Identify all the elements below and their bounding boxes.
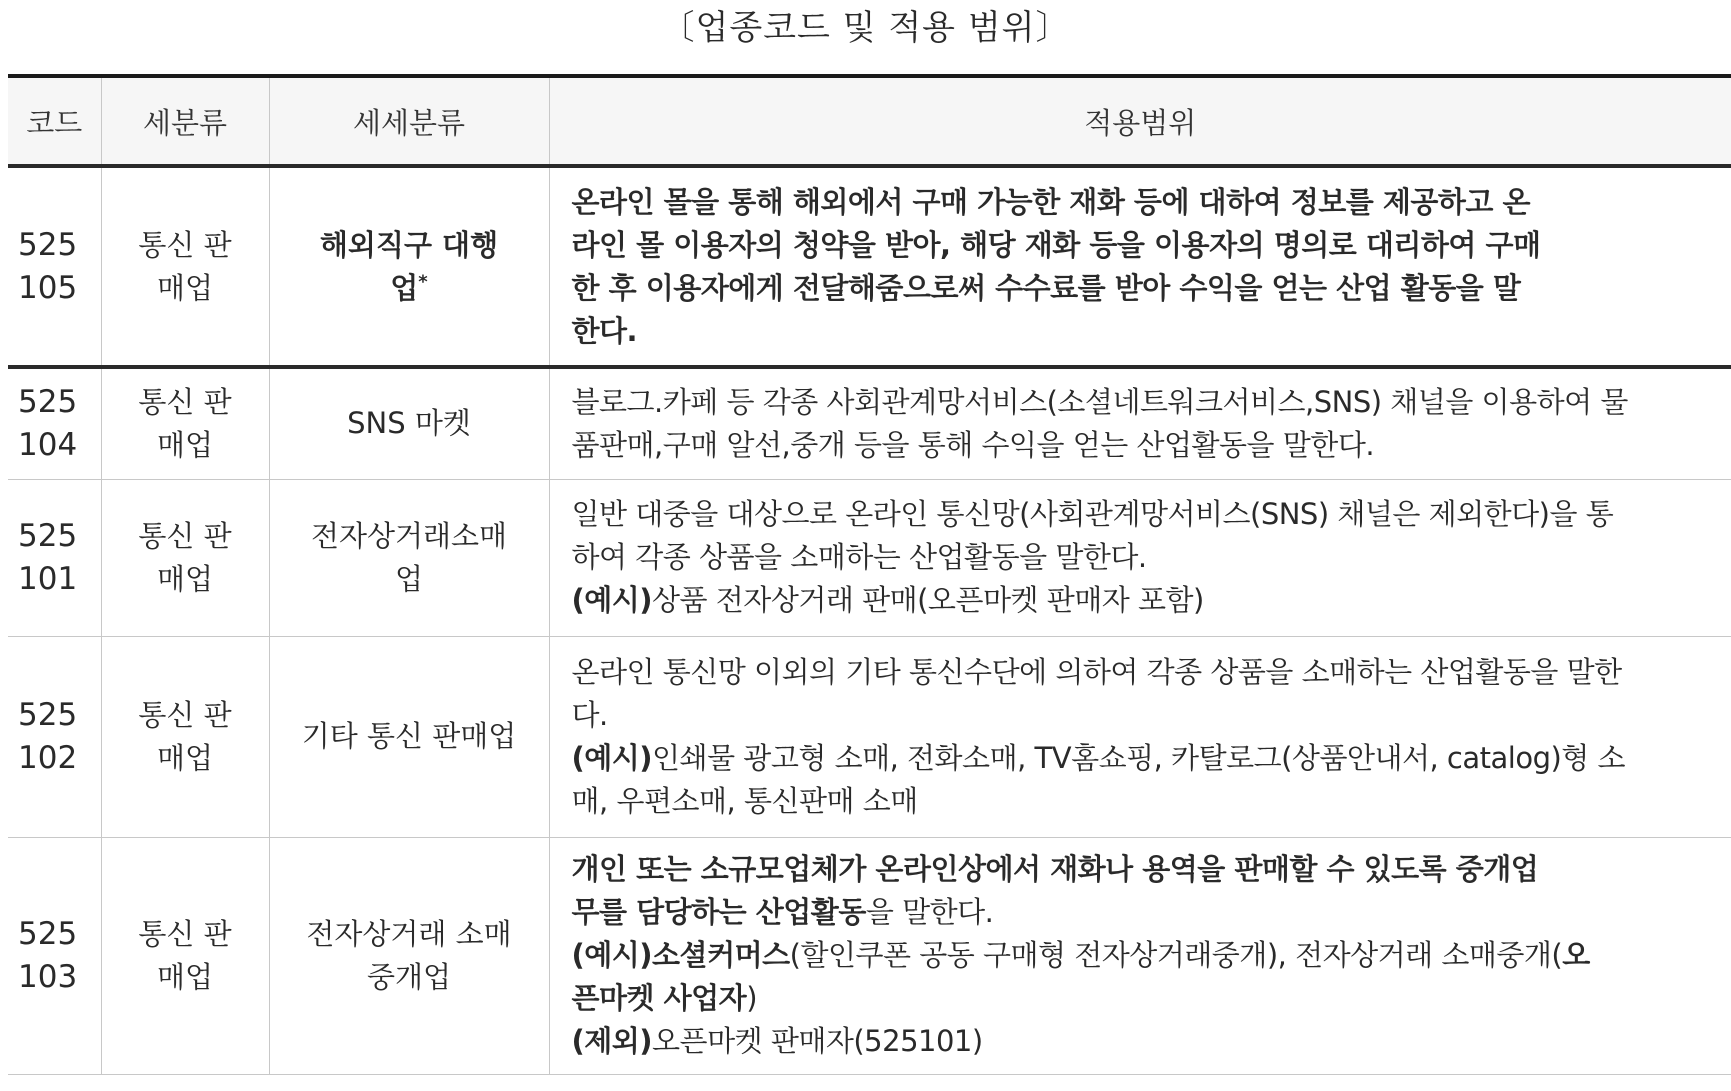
scope-line bbox=[572, 891, 1728, 934]
subsub-category-text: 업 bbox=[394, 561, 423, 596]
code-part: 102 bbox=[18, 739, 78, 776]
table-row bbox=[8, 837, 1731, 1074]
example-text: ) bbox=[746, 981, 758, 1015]
scope-line: 품판매,구매 알선,중개 등을 통해 수익을 얻는 산업활동을 말한다. bbox=[571, 427, 1375, 462]
sub-category-cell bbox=[101, 636, 269, 837]
table-header-row bbox=[8, 76, 1731, 166]
scope-line: 온라인 몰을 통해 해외에서 구매 가능한 재화 등에 대하여 정보를 제공하고 온 bbox=[571, 184, 1530, 219]
column-header-code: 코드 bbox=[8, 76, 101, 166]
page-title: 〔업종코드 및 적용 범위〕 bbox=[660, 8, 1071, 48]
code-cell bbox=[8, 636, 101, 837]
subsub-category-text: 기타 통신 판매업 bbox=[301, 719, 517, 753]
column-header-scope: 적용범위 bbox=[549, 76, 1731, 166]
exclude-label: (제외) bbox=[571, 1024, 653, 1058]
scope-cell bbox=[549, 166, 1731, 367]
subsub-category-text: 중개업 bbox=[366, 959, 452, 994]
scope-line bbox=[572, 848, 1728, 891]
code-part: 103 bbox=[18, 958, 78, 995]
example-text: 매, 우편소매, 통신판매 소매 bbox=[571, 783, 918, 818]
table-row bbox=[8, 636, 1731, 837]
sub-category-text: 통신 판 bbox=[138, 916, 232, 951]
subsub-category-text: 해외직구 대행 bbox=[319, 227, 499, 262]
example-label: (예시) bbox=[571, 740, 653, 775]
example-bold-text: 픈마켓 사업자 bbox=[571, 981, 747, 1015]
example-label: (예시) bbox=[571, 583, 653, 617]
sub-category-cell bbox=[101, 479, 269, 636]
scope-line: 하여 각종 상품을 소매하는 산업활동을 말한다. bbox=[571, 540, 1147, 574]
subsub-category-cell bbox=[269, 166, 549, 367]
subsub-category-text: 전자상거래 소매 bbox=[306, 916, 512, 951]
exclude-line bbox=[572, 1020, 1728, 1063]
subsub-category-cell bbox=[269, 479, 549, 636]
sub-category-cell bbox=[101, 166, 269, 367]
code-part: 525 bbox=[18, 915, 78, 952]
sub-category-text: 통신 판 bbox=[138, 227, 232, 262]
code-part: 104 bbox=[18, 426, 78, 463]
code-cell bbox=[8, 837, 101, 1074]
example-line bbox=[572, 934, 1728, 977]
sub-category-text: 통신 판 bbox=[138, 384, 232, 419]
code-part: 525 bbox=[18, 226, 78, 263]
sub-category-text: 매업 bbox=[156, 270, 214, 305]
example-bold-text: 오 bbox=[1562, 938, 1590, 972]
example-label: (예시) bbox=[571, 938, 653, 972]
scope-line: 블로그.카페 등 각종 사회관계망서비스(소셜네트워크서비스,SNS) 채널을 이용하여 물 bbox=[571, 384, 1628, 419]
example-line bbox=[572, 579, 1728, 622]
asterisk-mark: * bbox=[418, 270, 428, 292]
scope-line: 다. bbox=[571, 697, 608, 732]
sub-category-text: 통신 판 bbox=[138, 518, 232, 553]
scope-cell bbox=[549, 479, 1731, 636]
code-part: 105 bbox=[18, 269, 78, 306]
example-line bbox=[572, 977, 1728, 1020]
code-part: 525 bbox=[18, 517, 78, 554]
scope-cell bbox=[549, 367, 1731, 479]
subsub-category-cell bbox=[269, 636, 549, 837]
code-part: 101 bbox=[18, 560, 78, 597]
sub-category-text: 매업 bbox=[156, 427, 214, 462]
subsub-category-text: 전자상거래소매 bbox=[310, 518, 508, 553]
column-header-subsub: 세세분류 bbox=[269, 76, 549, 166]
subsub-category-cell bbox=[269, 367, 549, 479]
scope-line: 온라인 통신망 이외의 기타 통신수단에 의하여 각종 상품을 소매하는 산업활동을 말한 bbox=[571, 654, 1622, 689]
code-cell bbox=[8, 166, 101, 367]
sub-category-text: 통신 판 bbox=[138, 697, 232, 732]
scope-line: 일반 대중을 대상으로 온라인 통신망(사회관계망서비스(SNS) 채널은 제외한다)을 통 bbox=[571, 497, 1614, 531]
table-row bbox=[8, 166, 1731, 367]
example-text: 인쇄물 광고형 소매, 전화소매, TV홈쇼핑, 카탈로그(상품안내서, catalog)형 소 bbox=[652, 740, 1626, 775]
subsub-category-text: SNS 마켓 bbox=[347, 406, 471, 441]
subsub-category-cell bbox=[269, 837, 549, 1074]
table-row bbox=[8, 479, 1731, 636]
code-part: 525 bbox=[18, 383, 78, 420]
code-cell bbox=[8, 479, 101, 636]
scope-bold-text: 무를 담당하는 산업활동 bbox=[571, 895, 866, 929]
scope-line: 라인 몰 이용자의 청약을 받아, 해당 재화 등을 이용자의 명의로 대리하여 구매 bbox=[571, 227, 1541, 262]
sub-category-text: 매업 bbox=[156, 959, 214, 994]
scope-line: 한다. bbox=[571, 313, 638, 348]
sub-category-cell bbox=[101, 367, 269, 479]
sub-category-text: 매업 bbox=[156, 561, 214, 596]
scope-cell bbox=[549, 636, 1731, 837]
code-cell bbox=[8, 367, 101, 479]
scope-cell bbox=[549, 837, 1731, 1074]
industry-code-table bbox=[8, 74, 1731, 1075]
scope-bold-text: 개인 또는 소규모업체가 온라인상에서 재화나 용역을 판매할 수 있도록 중개업 bbox=[571, 852, 1539, 886]
sub-category-text: 매업 bbox=[156, 740, 214, 775]
scope-text: 을 말한다. bbox=[865, 895, 994, 929]
example-text: 상품 전자상거래 판매(오픈마켓 판매자 포함) bbox=[652, 583, 1204, 617]
example-bold-text: 소셜커머스 bbox=[652, 938, 790, 972]
column-header-sub: 세분류 bbox=[101, 76, 269, 166]
exclude-text: 오픈마켓 판매자(525101) bbox=[652, 1024, 983, 1058]
code-part: 525 bbox=[18, 696, 78, 733]
example-text: (할인쿠폰 공동 구매형 전자상거래중개), 전자상거래 소매중개( bbox=[789, 938, 1563, 972]
sub-category-cell bbox=[101, 837, 269, 1074]
table-row bbox=[8, 367, 1731, 479]
subsub-category-text: 업 bbox=[390, 270, 419, 305]
scope-line: 한 후 이용자에게 전달해줌으로써 수수료를 받아 수익을 얻는 산업 활동을 말 bbox=[571, 270, 1521, 305]
example-line bbox=[572, 737, 1728, 780]
